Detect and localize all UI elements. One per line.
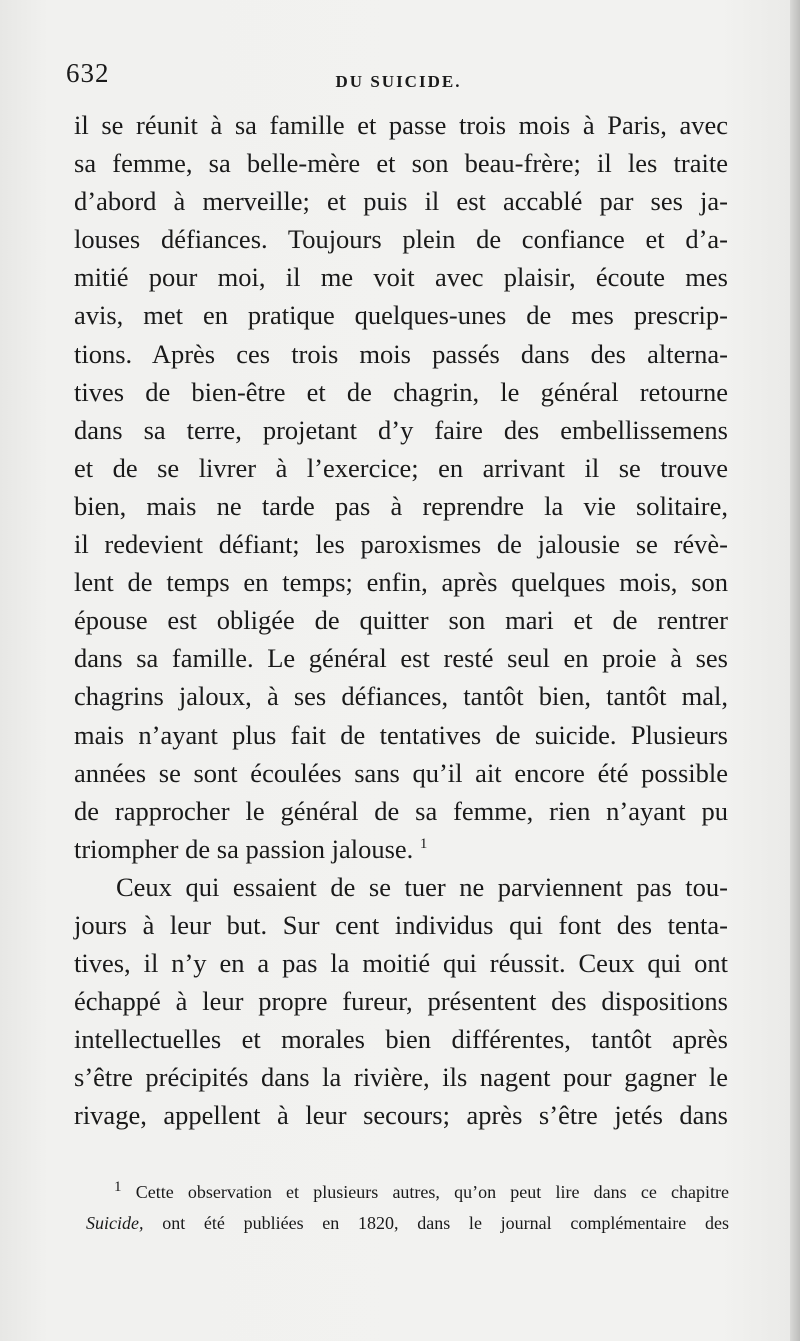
text-line: mais n’ayant plus fait de tentatives de suicide. Plusieurs (74, 719, 728, 750)
text-line: il redevient défiant; les paroxismes de jalousie se révè- (74, 529, 728, 560)
text-line: jours à leur but. Sur cent individus qui font des tenta- (74, 909, 728, 940)
text-line: échappé à leur propre fureur, présentent des dispositions (74, 986, 728, 1017)
text-line: sa femme, sa belle-mère et son beau-frère; il les traite (74, 148, 728, 179)
text-line: avis, met en pratique quelques-unes de mes prescrip- (74, 300, 728, 331)
page-header (66, 58, 731, 98)
running-head: DU SUICIDE. (335, 72, 462, 91)
text-line: tives, il n’y en a pas la moitié qui réussit. Ceux qui ont (74, 948, 728, 979)
paragraph-first-line: Ceux qui essaient de se tuer ne parviennent pas tou- (116, 871, 728, 902)
footnote-italic-term: Suicide, (86, 1213, 144, 1233)
text-line: années se sont écoulées sans qu’il ait encore été possible (74, 757, 728, 788)
text-line-with-footnote-ref (74, 830, 728, 868)
text-line: et de se livrer à l’exercice; en arrivant il se trouve (74, 452, 728, 483)
text-line: épouse est obligée de quitter son mari et de rentrer (74, 605, 728, 636)
text-line: dans sa famille. Le général est resté seul en proie à ses (74, 643, 728, 674)
footnote-text: ont été publiées en 1820, dans le journal complémentaire des (162, 1213, 729, 1233)
text-line: d’abord à merveille; et puis il est accablé par ses ja- (74, 186, 728, 217)
text-line: de rapprocher le général de sa femme, rien n’ayant pu (74, 795, 728, 826)
page-edge-shadow (790, 0, 800, 1341)
text-line: tions. Après ces trois mois passés dans des alterna- (74, 338, 728, 369)
text-line: lent de temps en temps; enfin, après quelques mois, son (74, 567, 728, 598)
text-line: bien, mais ne tarde pas à reprendre la vie solitaire, (74, 490, 728, 521)
footnote-text: Cette observation et plusieurs autres, qu’on peut lire dans ce chapitre (135, 1182, 729, 1202)
text-line: s’être précipités dans la rivière, ils nagent pour gagner le (74, 1062, 728, 1093)
text-line: dans sa terre, projetant d’y faire des embellissemens (74, 414, 728, 445)
footnote-mark: 1 (114, 1179, 122, 1195)
text-line: il se réunit à sa famille et passe trois mois à Paris, avec (74, 110, 728, 140)
text-line-content: triompher de sa passion jalouse. (74, 833, 414, 864)
text-line: intellectuelles et morales bien différentes, tantôt après (74, 1024, 728, 1055)
footnote (86, 1177, 729, 1239)
footnote-line (86, 1208, 729, 1239)
text-line: chagrins jaloux, à ses défiances, tantôt bien, tantôt mal, (74, 681, 728, 712)
page-number: 632 (66, 58, 110, 88)
text-line: mitié pour moi, il me voit avec plaisir, écoute mes (74, 262, 728, 293)
text-line: louses défiances. Toujours plein de confiance et d’a- (74, 224, 728, 255)
text-line: rivage, appellent à leur secours; après s’être jetés dans (74, 1100, 728, 1131)
footnote-line (86, 1177, 729, 1208)
body-text (74, 106, 728, 1135)
footnote-reference: 1 (419, 835, 428, 852)
text-line: tives de bien-être et de chagrin, le général retourne (74, 376, 728, 407)
